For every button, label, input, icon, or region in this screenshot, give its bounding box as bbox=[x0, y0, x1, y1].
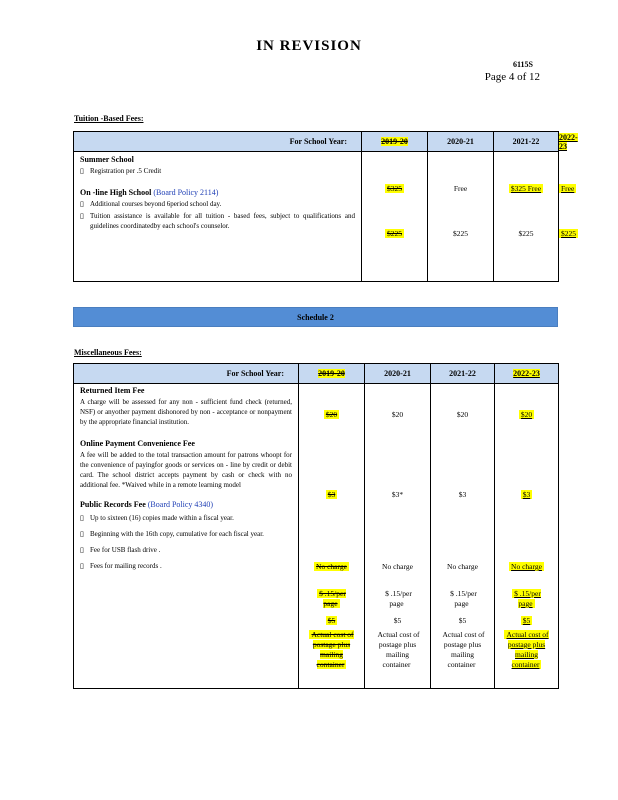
page-number: Page 4 of 12 bbox=[484, 71, 540, 83]
tuition-header-label: For School Year: bbox=[74, 132, 362, 152]
records-3-value-4: $5 bbox=[522, 616, 531, 625]
bullet-icon: ▯ bbox=[80, 546, 84, 554]
tuition-body-row bbox=[74, 152, 559, 282]
tuition-header-row: For School Year: 2019-20 2020-21 2021-22 2022-23 bbox=[74, 132, 559, 152]
records-3-value-3: $5 bbox=[458, 616, 467, 625]
online-value-4: $225 bbox=[561, 229, 576, 238]
records-item-2: ▯ Beginning with the 16th copy, cumulative for each fiscal year. bbox=[80, 530, 264, 538]
returned-value-3: $20 bbox=[456, 410, 469, 419]
records-item-3: ▯ Fee for USB flash drive . bbox=[80, 546, 161, 554]
tuition-year-1: 2019-20 bbox=[362, 132, 428, 152]
records-1-value-3: No charge bbox=[447, 562, 478, 571]
returned-value-2: $20 bbox=[391, 410, 404, 419]
misc-header-row bbox=[74, 364, 559, 384]
bullet-icon: ▯ bbox=[80, 200, 84, 208]
online-payment-text: A fee will be added to the total transaction amount for patrons whoopt for the convenience of payingfor goods or services on - line by credit or debit card. The school district accepts payment by cash or check with no additional fee. *Waived while in a remote learning model bbox=[80, 451, 292, 489]
online-payment-value-1: $3 bbox=[327, 490, 336, 499]
returned-item-title: Returned Item Fee bbox=[80, 386, 145, 395]
page-title: IN REVISION bbox=[256, 38, 362, 54]
online-payment-value-2: $3* bbox=[391, 490, 404, 499]
misc-col-2 bbox=[365, 384, 431, 689]
tuition-year-3: 2021-22 bbox=[494, 132, 559, 152]
misc-year-1: 2019-20 bbox=[299, 364, 365, 384]
board-policy-link[interactable]: (Board Policy 4340) bbox=[147, 500, 214, 509]
records-item-4: ▯ Fees for mailing records . bbox=[80, 562, 162, 570]
summer-value-1: $325 bbox=[387, 184, 402, 193]
online-hs-item-1: ▯ Additional courses beyond 6period school day. bbox=[80, 200, 222, 208]
records-1-value-1: No charge bbox=[316, 562, 347, 571]
misc-heading: Miscellaneous Fees: bbox=[74, 348, 142, 357]
returned-item-text: A charge will be assessed for any non - sufficient fund check (returned, NSF) or anyother payment dishonored by non - acceptance or nonpayment by the appropriate financial institution. bbox=[80, 398, 292, 426]
misc-col-1 bbox=[299, 384, 365, 689]
bullet-icon: ▯ bbox=[80, 212, 84, 220]
bullet-icon: ▯ bbox=[80, 514, 84, 522]
records-2-value-1: $ .15/per page bbox=[319, 589, 346, 608]
records-1-value-2: No charge bbox=[382, 562, 413, 571]
tuition-col-1 bbox=[362, 152, 428, 282]
misc-year-2: 2020-21 bbox=[365, 364, 431, 384]
online-payment-value-3: $3 bbox=[458, 490, 467, 499]
tuition-year-2: 2020-21 bbox=[428, 132, 494, 152]
misc-header-label: For School Year: bbox=[74, 364, 299, 384]
summer-school-title: Summer School bbox=[80, 155, 134, 164]
records-2-value-4: $ .15/per page bbox=[514, 589, 541, 608]
online-hs-item-2: ▯ Tuition assistance is available for all tuition - based fees, subject to qualifications and guidelines coordinatedby each school's counselor. bbox=[80, 212, 355, 230]
board-policy-link[interactable]: (Board Policy 2114) bbox=[153, 188, 219, 197]
summer-registration-item: ▯ Registration per .5 Credit bbox=[80, 167, 162, 175]
returned-value-1: $20 bbox=[325, 410, 338, 419]
records-2-value-2: $ .15/per page bbox=[385, 589, 412, 608]
records-3-value-2: $5 bbox=[393, 616, 402, 625]
tuition-col-3 bbox=[494, 152, 559, 282]
document-number: 6115S bbox=[512, 60, 533, 69]
online-value-3: $225 bbox=[518, 229, 534, 238]
public-records-title: Public Records Fee (Board Policy 4340) bbox=[80, 500, 214, 509]
misc-col-4 bbox=[495, 384, 559, 689]
tuition-table bbox=[73, 131, 578, 282]
misc-col-3 bbox=[431, 384, 495, 689]
records-4-value-3: Actual cost of postage plus mailing container bbox=[442, 630, 485, 669]
summer-value-2: Free bbox=[453, 184, 468, 193]
records-3-value-1: $5 bbox=[327, 616, 336, 625]
schedule-banner: Schedule 2 bbox=[73, 307, 558, 327]
records-4-value-1: Actual cost of postage plus mailing container bbox=[311, 630, 354, 669]
tuition-heading: Tuition -Based Fees: bbox=[74, 114, 144, 123]
online-value-1: $225 bbox=[387, 229, 402, 238]
bullet-icon: ▯ bbox=[80, 167, 84, 175]
records-item-1: ▯ Up to sixteen (16) copies made within a fiscal year. bbox=[80, 514, 234, 522]
returned-value-4: $20 bbox=[520, 410, 533, 419]
misc-year-3: 2021-22 bbox=[431, 364, 495, 384]
misc-desc-cell bbox=[74, 384, 299, 689]
tuition-col-2 bbox=[428, 152, 494, 282]
records-1-value-4: No charge bbox=[511, 562, 542, 571]
records-4-value-4: Actual cost of postage plus mailing container bbox=[506, 630, 549, 669]
summer-value-4: Free bbox=[561, 184, 575, 193]
misc-body-row bbox=[74, 384, 559, 689]
tuition-desc-cell bbox=[74, 152, 362, 282]
online-value-2: $225 bbox=[453, 229, 468, 238]
online-hs-title: On -line High School (Board Policy 2114) bbox=[80, 188, 219, 197]
records-2-value-3: $ .15/per page bbox=[450, 589, 477, 608]
bullet-icon: ▯ bbox=[80, 562, 84, 570]
bullet-icon: ▯ bbox=[80, 530, 84, 538]
online-payment-value-4: $3 bbox=[522, 490, 531, 499]
misc-table bbox=[73, 363, 559, 689]
online-payment-title: Online Payment Convenience Fee bbox=[80, 439, 195, 448]
summer-value-3: $325 Free bbox=[510, 184, 542, 193]
misc-year-4: 2022-23 bbox=[495, 364, 559, 384]
records-4-value-2: Actual cost of postage plus mailing container bbox=[377, 630, 420, 669]
